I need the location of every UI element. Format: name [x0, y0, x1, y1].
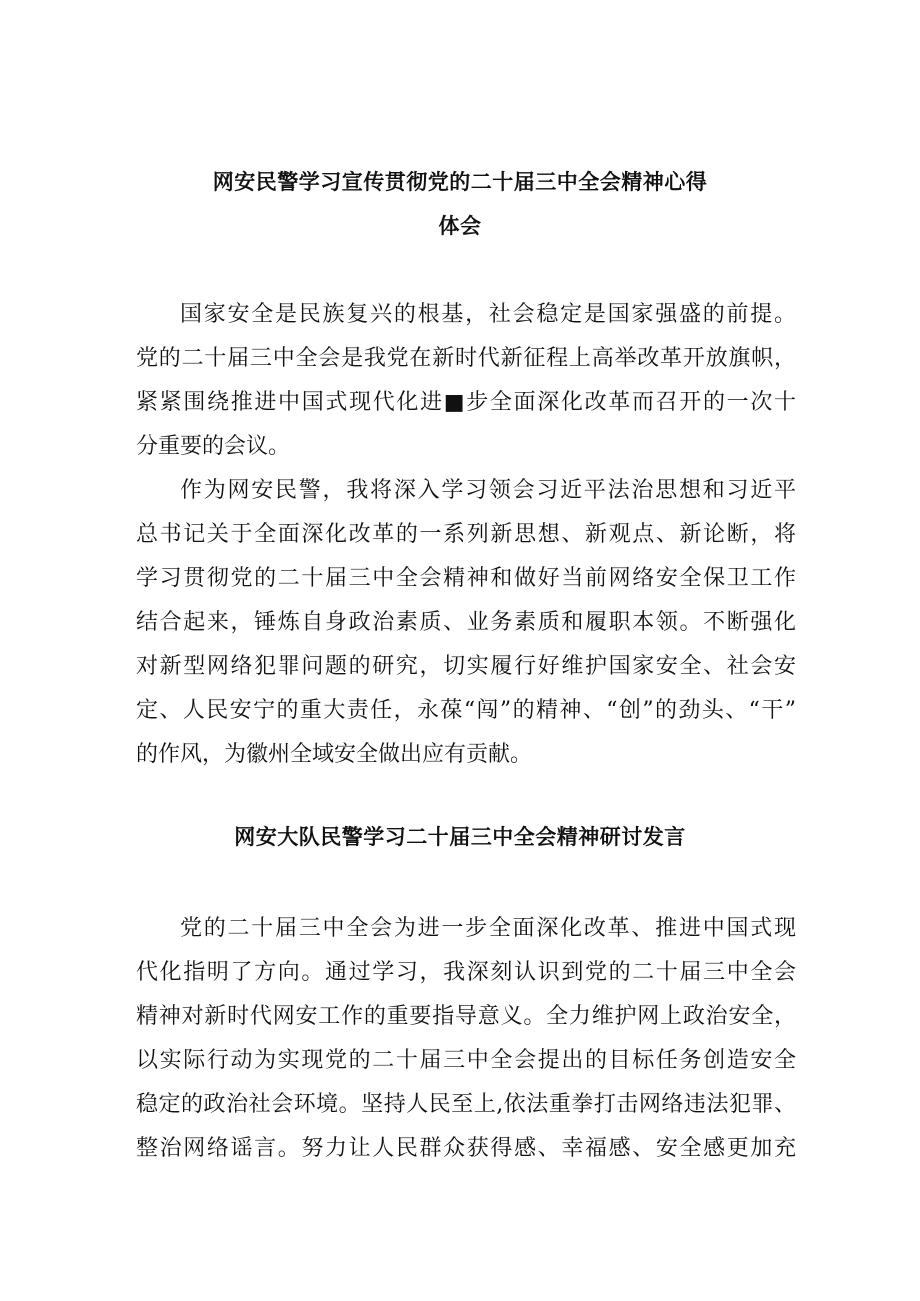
article1-title-line2: 体会	[438, 213, 482, 238]
text-line: 分重要的会议。	[136, 434, 291, 459]
text-line: 紧紧围绕推进中国式现代化进■步全面深化改革而召开的一次十	[136, 390, 796, 415]
text-line: 党的二十届三中全会为进一步全面深化改革、推进中国式现	[180, 916, 796, 941]
article1-title-line1: 网安民警学习宣传贯彻党的二十届三中全会精神心得	[212, 169, 708, 194]
article1-paragraph1	[136, 293, 796, 469]
text-line: 定、人民安宁的重大责任，永葆“闯”的精神、“创”的劲头、“干”	[136, 698, 796, 723]
text-line: 代化指明了方向。通过学习，我深刻认识到党的二十届三中全会	[136, 960, 796, 985]
text-line: 总书记关于全面深化改革的一系列新思想、新观点、新论断，将	[136, 522, 796, 547]
text-line: 的作风，为徽州全域安全做出应有贡献。	[136, 742, 533, 767]
text-line: 整治网络谣言。努力让人民群众获得感、幸福感、安全感更加充	[136, 1136, 796, 1161]
article2-title: 网安大队民警学习二十届三中全会精神研讨发言	[234, 824, 686, 849]
text-line: 以实际行动为实现党的二十届三中全会提出的目标任务创造安全	[136, 1048, 796, 1073]
text-line: 党的二十届三中全会是我党在新时代新征程上高举改革开放旗帜，	[136, 346, 796, 371]
text-line: 学习贯彻党的二十届三中全会精神和做好当前网络安全保卫工作	[136, 566, 796, 591]
article2-paragraph1	[136, 907, 796, 1171]
text-line: 稳定的政治社会环境。坚持人民至上,依法重拳打击网络违法犯罪、	[136, 1092, 796, 1117]
text-line: 作为网安民警，我将深入学习领会习近平法治思想和习近平	[180, 478, 796, 503]
text-line: 精神对新时代网安工作的重要指导意义。全力维护网上政治安全，	[136, 1004, 796, 1029]
article1-paragraph2	[136, 469, 796, 777]
text-line: 对新型网络犯罪问题的研究，切实履行好维护国家安全、社会安	[136, 654, 796, 679]
text-line: 国家安全是民族复兴的根基，社会稳定是国家强盛的前提。	[180, 302, 796, 327]
text-line: 结合起来，锤炼自身政治素质、业务素质和履职本领。不断强化	[136, 610, 796, 635]
